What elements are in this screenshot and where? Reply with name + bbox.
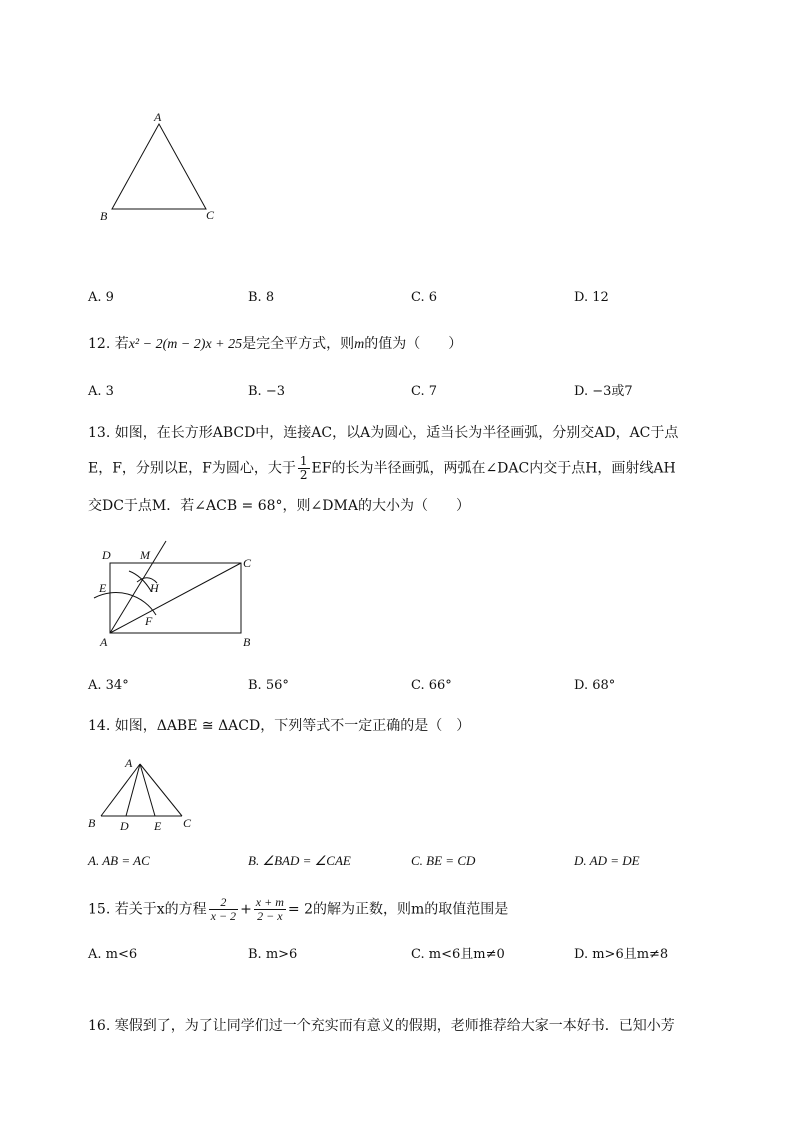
triangle-abc-figure <box>95 108 225 228</box>
q12-pre: 若 <box>114 336 129 352</box>
fig13-label-b: B <box>243 635 251 649</box>
q15-fraction-2 <box>254 896 286 923</box>
q12-option-a: A. 3 <box>88 384 114 399</box>
fig14-label-e: E <box>154 819 162 833</box>
q15-f1-num: 2 <box>209 896 238 910</box>
q12-option-c: C. 7 <box>411 384 438 399</box>
q14-option-c: C. BE = CD <box>411 853 476 868</box>
question-15 <box>88 896 508 923</box>
q12-number: 12. <box>88 336 111 352</box>
q13-line-2a: E，F，分别以E，F为圆心，大于 <box>88 460 296 477</box>
q15-option-b: B. m>6 <box>248 947 298 962</box>
fig-label-a: A <box>154 110 162 124</box>
q11-option-b: B. 8 <box>248 290 275 305</box>
q15-eq: = 2的解为正数，则m的取值范围是 <box>287 901 509 918</box>
fig14-label-c: C <box>183 816 192 830</box>
question-12 <box>88 334 462 355</box>
q12-option-d: D. −3或7 <box>574 384 633 399</box>
q13-option-b: B. 56° <box>248 678 289 693</box>
q15-plus: + <box>240 901 252 918</box>
q14-option-b: B. ∠BAD = ∠CAE <box>248 853 351 868</box>
q13-fraction <box>298 455 310 482</box>
q15-option-d: D. m>6且m≠8 <box>574 947 669 962</box>
q15-pre: 15. 若关于x的方程 <box>88 901 207 918</box>
question-14: 14. 如图，ΔABE ≅ ΔACD，下列等式不一定正确的是（ ） <box>88 718 471 734</box>
q12-variable: m <box>354 337 365 352</box>
q11-option-c: C. 6 <box>411 290 438 305</box>
fig13-label-a: A <box>100 635 108 649</box>
q13-option-d: D. 68° <box>574 678 616 693</box>
q11-option-a: A. 9 <box>88 290 114 305</box>
q13-line-3: 交DC于点M．若∠ACB = 68°，则∠DMA的大小为（ ） <box>88 498 470 514</box>
q14-option-a: A. AB = AC <box>88 853 150 868</box>
fig14-label-b: B <box>88 816 96 830</box>
q12-tail: 的值为（ ） <box>364 336 463 352</box>
fig-label-c: C <box>206 208 215 222</box>
q15-option-a: A. m<6 <box>88 947 138 962</box>
q12-post: 是完全平方式，则 <box>242 336 355 352</box>
q13-frac-den: 2 <box>299 468 308 482</box>
q14-option-d: D. AD = DE <box>574 853 640 868</box>
fig13-label-e: E <box>99 581 107 595</box>
fig14-label-d: D <box>120 819 129 833</box>
q15-fraction-1 <box>209 896 238 923</box>
q15-f2-den: 2 − x <box>257 909 283 923</box>
triangle-abdec-figure <box>85 752 205 834</box>
fig13-label-d: D <box>102 548 111 562</box>
q13-frac-num: 1 <box>299 454 308 468</box>
question-16: 16. 寒假到了，为了让同学们过一个充实而有意义的假期，老师推荐给大家一本好书．已知小芳 <box>88 1018 675 1034</box>
q15-f2-num: x + m <box>255 895 284 909</box>
fig-label-b: B <box>100 209 108 223</box>
q11-option-d: D. 12 <box>574 290 609 305</box>
fig13-label-h: H <box>150 581 159 595</box>
q12-option-b: B. −3 <box>248 384 285 399</box>
fig13-label-m: M <box>140 548 150 562</box>
fig13-label-f: F <box>145 614 153 628</box>
fig14-label-a: A <box>125 756 133 770</box>
rectangle-construction-figure <box>85 538 275 653</box>
q13-line-2b: EF的长为半径画弧，两弧在∠DAC内交于点H，画射线AH <box>311 460 676 477</box>
q13-line-2 <box>88 455 676 482</box>
q12-expression: x² − 2(m − 2)x + 25 <box>128 337 243 352</box>
q15-option-c: C. m<6且m≠0 <box>411 947 505 962</box>
q13-option-c: C. 66° <box>411 678 452 693</box>
q13-option-a: A. 34° <box>88 678 129 693</box>
q15-f1-den: x − 2 <box>210 909 237 923</box>
fig13-label-c: C <box>243 556 252 570</box>
q13-line-1: 13. 如图，在长方形ABCD中，连接AC，以A为圆心，适当长为半径画弧，分别交AD，AC于点 <box>88 425 679 441</box>
